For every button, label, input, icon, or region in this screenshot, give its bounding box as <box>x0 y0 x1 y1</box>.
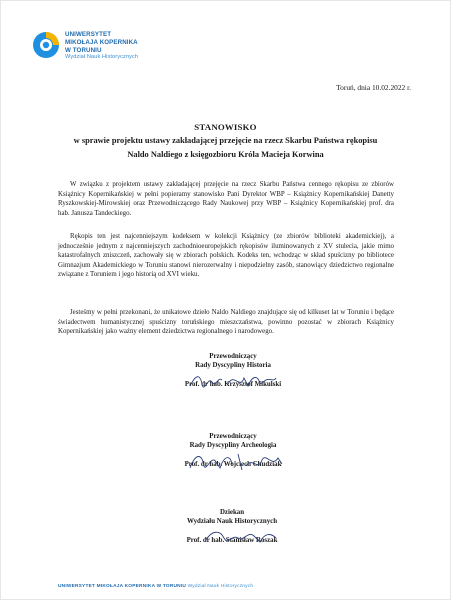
signature-body: Wydziału Nauk Historycznych <box>186 518 278 526</box>
body-paragraph-2: Rękopis ten jest najcenniejszym kodeksem w kolekcji Książnicy (ze zbiorów biblioteki akademickiej), a jednocześnie jednym z najcenniejszych zachodnioeuropejskich rękopisów iluminowanych z XV stulecia, jakie mimo katastrofalnych zniszczeń, zachowały się w zbiorach polskich. Kodeks ten, wchodząc w skład spuścizny po bibliotece Gimnazjum Akademickiego w Toruniu stanowi nierozerwalny i niepodzielny zasób, stanowiący dziedzictwo regionalne związane z Toruniem i jego historią od XVI wieku. <box>58 233 394 279</box>
logo-text <box>65 31 138 62</box>
signature-block-history <box>168 352 298 389</box>
signature-role: Przewodniczący <box>209 353 257 360</box>
body-paragraph-3: Jesteśmy w pełni przekonani, że unikatowe dzieło Naldo Naldiego znajdujące się od kilkuset lat w Toruniu i będące świadectwem humanistycznej spuścizny toruńskiego mieszczaństwa, powinno pozostać w zbiorach Książnicy Kopernikańskiej jako ważny element dziedzictwa regionalnego i narodowego. <box>58 309 394 336</box>
signature-space <box>168 371 298 380</box>
document-date: Toruń, dnia 10.02.2022 r. <box>336 83 411 92</box>
signature-space <box>162 527 302 536</box>
logo-line-3: W TORUNIU <box>65 46 102 54</box>
footer-university: UNIWERSYTET MIKOŁAJA KOPERNIKA W TORUNIU <box>58 584 187 589</box>
logo-faculty: Wydział Nauk Historycznych <box>65 54 139 61</box>
umk-logo-icon <box>31 30 61 60</box>
signature-space <box>168 451 298 460</box>
university-logo <box>31 28 191 70</box>
signature-role: Dziekan <box>219 509 245 516</box>
signature-body: Rady Dyscypliny Archeologia <box>189 442 277 450</box>
logo-line-1: UNIWERSYTET <box>65 31 112 38</box>
footer-faculty: Wydział Nauk Historycznych <box>187 584 254 589</box>
document-subject-line-1: w sprawie projektu ustawy zakładającej przejęcie na rzecz Skarbu Państwa rękopisu <box>73 136 378 145</box>
signature-name: Prof. dr hab. Wojciech Chudziak <box>184 460 282 468</box>
body-paragraph-1: W związku z projektem ustawy zakładającej przejęcie na rzecz Skarbu Państwa cennego rękopisu ze zbiorów Książnicy Kopernikańskiej w pełni popieramy stanowisko Pani Dyrektor WBP – Książnicy Kopernikańskiej Danetty Ryszkowskiej-Mirowskiej oraz Przewodniczącego Rady Naukowej przy WBP – Książnicy Kopernikańskiej prof. dra hab. Janusza Tandeckiego. <box>58 181 394 217</box>
signature-role: Przewodniczący <box>209 433 257 440</box>
signature-name: Prof. dr hab. Krzysztof Mikulski <box>184 380 282 388</box>
document-title: STANOWISKO <box>194 122 257 132</box>
page-footer <box>58 584 253 589</box>
document-subject-line-2: Naldo Naldiego z księgozbioru Króla Macieja Korwina <box>127 150 324 159</box>
signature-block-archaeology <box>168 432 298 469</box>
signature-name: Prof. dr hab. Stanisław Roszak <box>186 536 278 544</box>
signature-body: Rady Dyscypliny Historia <box>195 362 271 370</box>
logo-line-2: MIKOŁAJA KOPERNIKA <box>65 38 138 46</box>
signature-block-dean <box>162 508 302 545</box>
